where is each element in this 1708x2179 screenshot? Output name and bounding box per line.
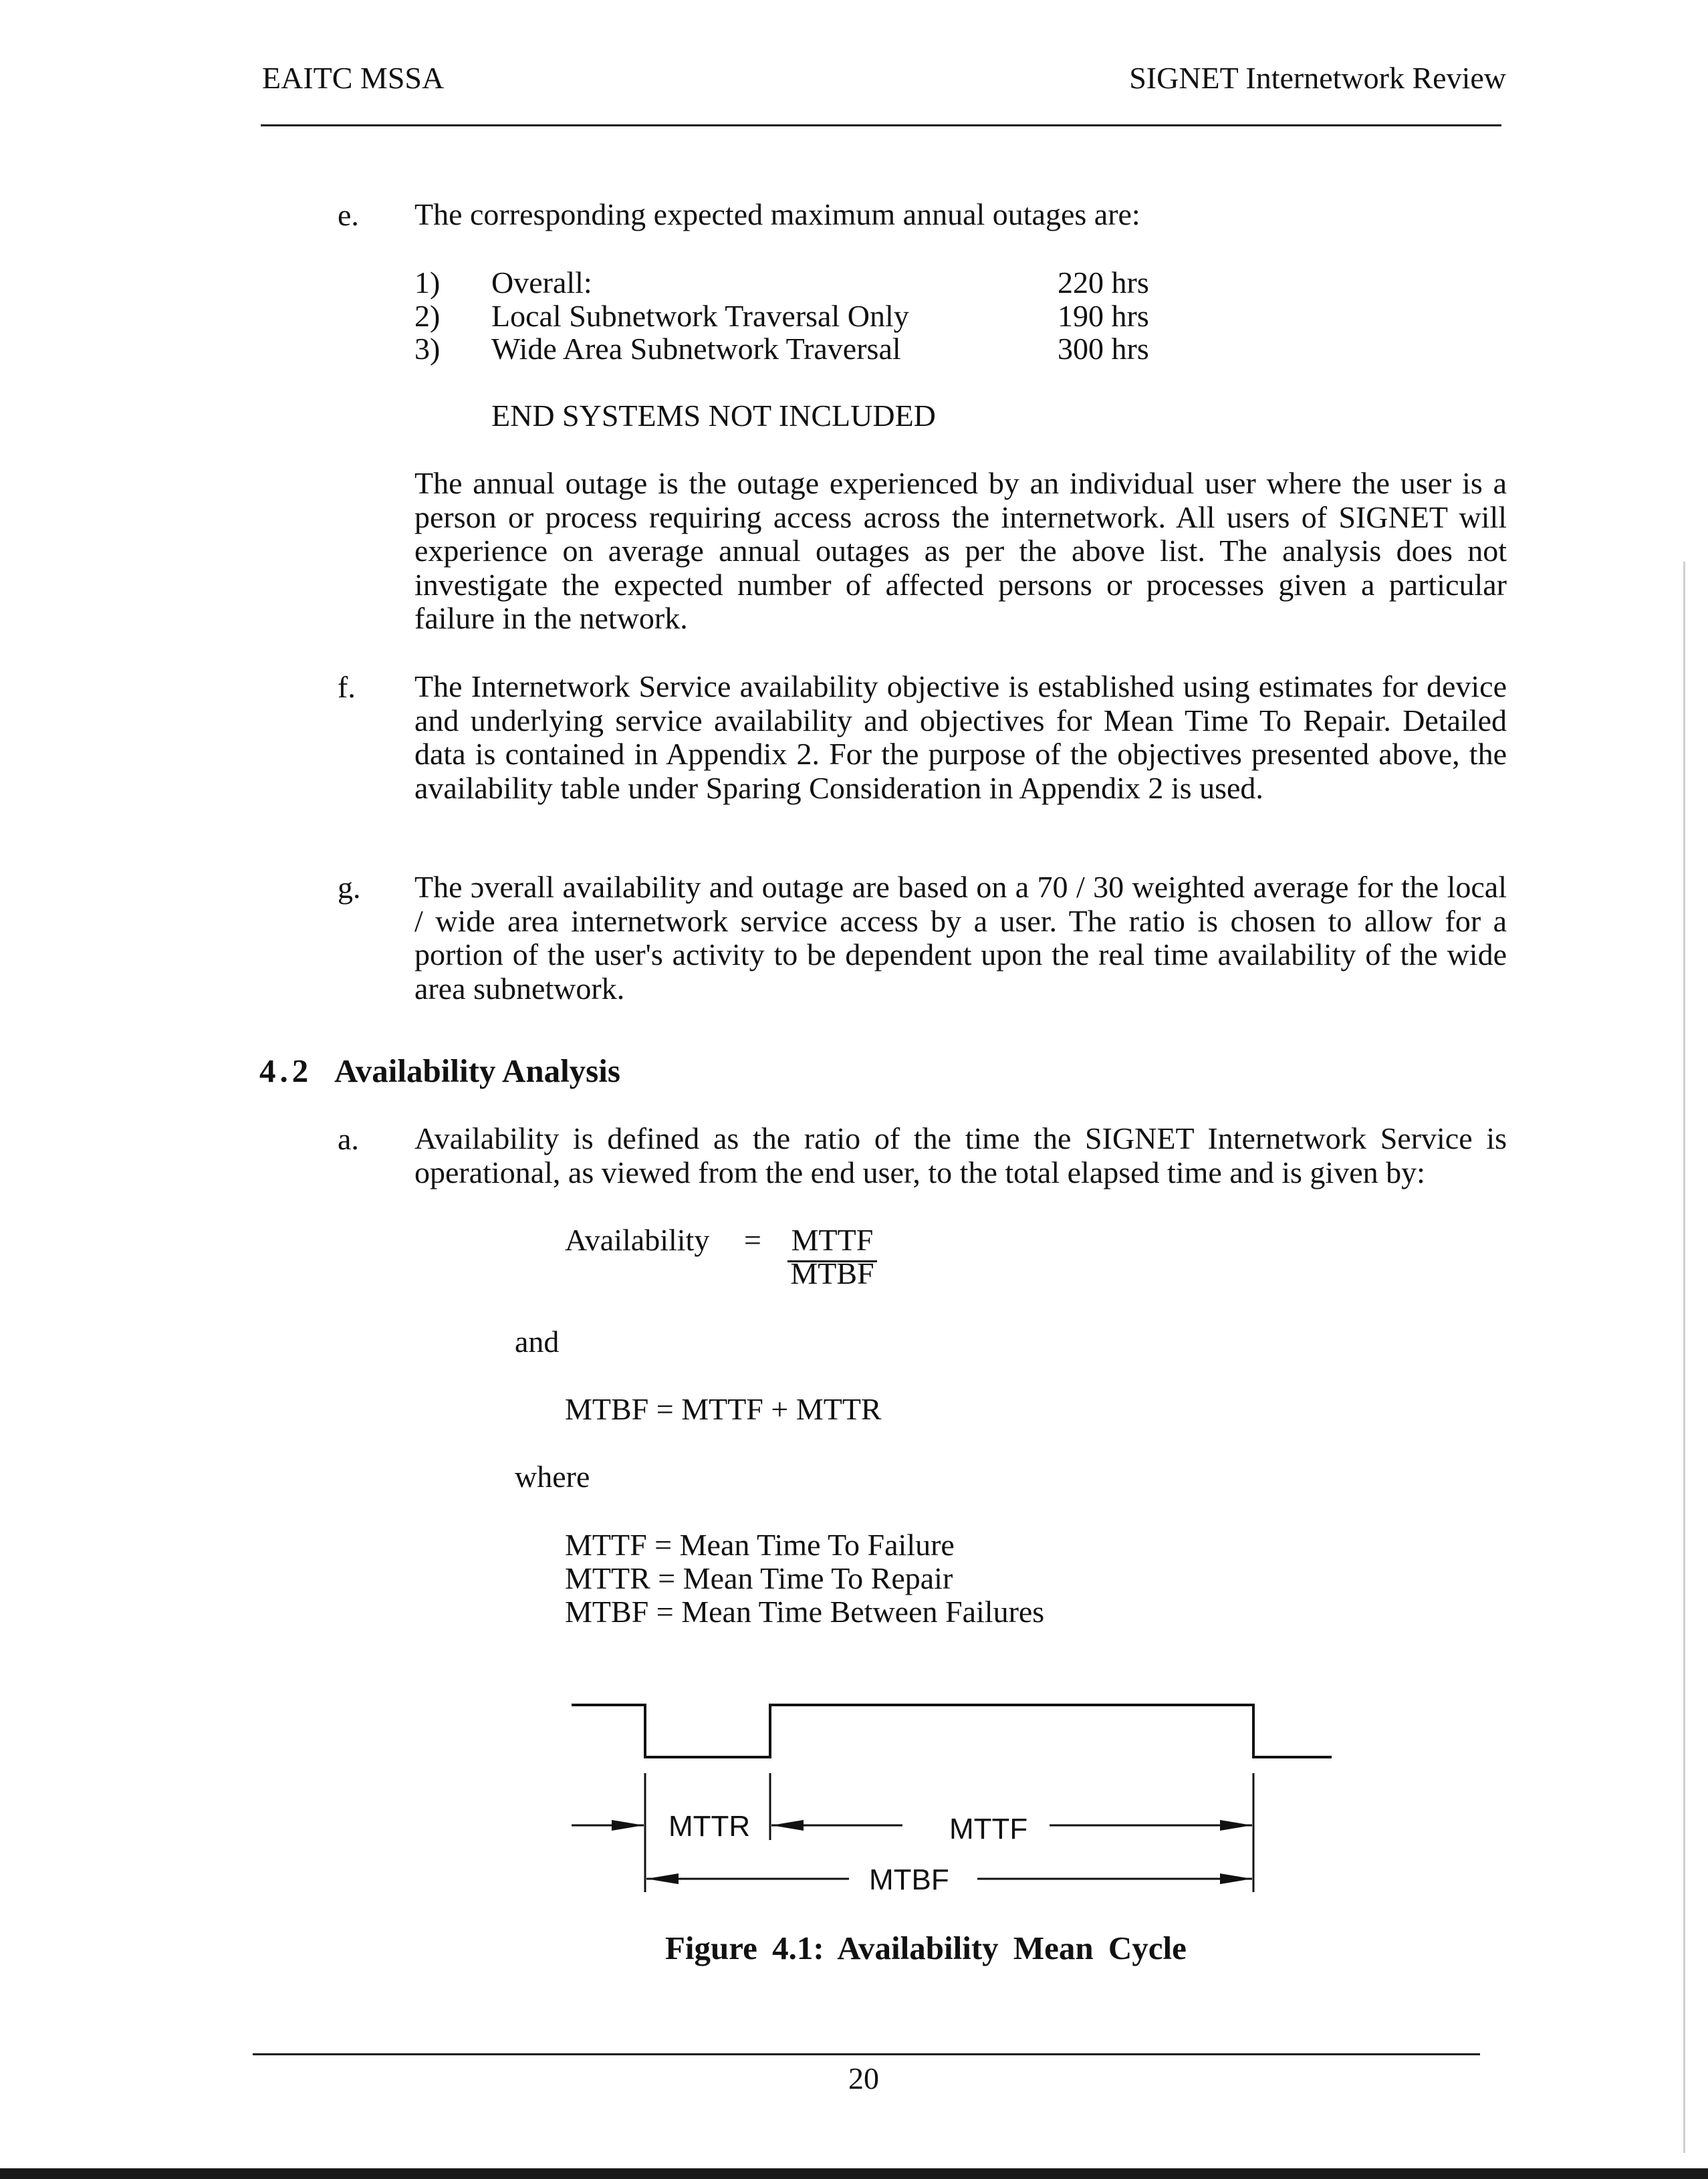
item-f-paragraph: The Internetwork Service availability objective is established using estimates for device and underlying service availability and objectives for Mean Time To Repair. Detailed data is contained in Appendix 2. For the purpose of the objectives presented above, the availability table under Sparing Consideration in Appendix 2 is used. xyxy=(414,669,1507,805)
item-g-letter: g. xyxy=(338,871,361,905)
and-text: and xyxy=(515,1325,560,1359)
item-f-letter: f. xyxy=(338,670,356,704)
item-e-letter: e. xyxy=(338,198,359,232)
definition-mttf: MTTF = Mean Time To Failure xyxy=(565,1528,955,1562)
mttf-arrowhead-right xyxy=(1220,1820,1252,1831)
scan-right-edge xyxy=(1683,562,1685,2153)
definition-mtbf: MTBF = Mean Time Between Failures xyxy=(565,1595,1045,1629)
outage-list-num-3: 3) xyxy=(414,332,441,366)
outage-list-label-2: Local Subnetwork Traversal Only xyxy=(491,299,909,333)
item-a-letter: a. xyxy=(338,1122,359,1156)
item-e-paragraph: The annual outage is the outage experienced by an individual user where the user is a person or process requiring access across the internetwork. All users of SIGNET will experience on average annual outages as per the above list. The analysis does not investigate the expected number of affected persons or processes given a particular failure in the network. xyxy=(414,466,1507,635)
mttr-label: MTTR xyxy=(668,1810,751,1843)
mtbf-arrowhead-right xyxy=(1220,1873,1252,1884)
mttr-arrowhead-left xyxy=(612,1820,644,1831)
outage-list-label-3: Wide Area Subnetwork Traversal xyxy=(491,332,901,366)
figure-caption: Figure 4.1: Availability Mean Cycle xyxy=(665,1930,1187,1966)
formula-lhs: Availability xyxy=(565,1223,710,1257)
mttf-label: MTTF xyxy=(949,1813,1028,1845)
footer-rule xyxy=(253,2053,1480,2055)
formula-numerator: MTTF xyxy=(791,1223,874,1257)
item-g-paragraph: The ɔverall availability and outage are based on a 70 / 30 weighted average for the local / wide area internetwork service access by a user. The ratio is chosen to allow for a portion of the user's activity to be dependent upon the real time availability of the wide area subnetwork. xyxy=(414,870,1507,1006)
formula-mtbf: MTBF = MTTF + MTTR xyxy=(565,1392,882,1426)
section-heading xyxy=(259,1051,620,1091)
definition-mttr: MTTR = Mean Time To Repair xyxy=(565,1561,953,1595)
outage-list-num-2: 2) xyxy=(414,299,441,333)
outage-list-num-1: 1) xyxy=(414,265,441,300)
formula-denominator: MTBF xyxy=(790,1256,874,1290)
where-text: where xyxy=(515,1460,590,1494)
header-right: SIGNET Internetwork Review xyxy=(1129,61,1506,95)
formula-equals: = xyxy=(744,1223,761,1257)
outage-list-value-3: 300 hrs xyxy=(1058,332,1149,366)
header-rule xyxy=(261,124,1501,126)
mtbf-label: MTBF xyxy=(869,1863,949,1896)
outage-list-label-1: Overall: xyxy=(491,265,592,300)
signal-waveform xyxy=(572,1705,1332,1757)
section-title: Availability Analysis xyxy=(334,1052,620,1089)
scan-bottom-edge xyxy=(0,2168,1708,2179)
mtbf-arrowhead-left xyxy=(646,1873,679,1884)
item-e-intro: The corresponding expected maximum annual outages are: xyxy=(414,197,1140,231)
outage-list-value-1: 220 hrs xyxy=(1058,265,1149,300)
header-left: EAITC MSSA xyxy=(262,61,445,95)
page-number: 20 xyxy=(848,2061,879,2095)
outage-list-value-2: 190 hrs xyxy=(1058,299,1149,333)
availability-cycle-diagram xyxy=(555,1685,1344,1906)
item-a-paragraph: Availability is defined as the ratio of the time the SIGNET Internetwork Service is operational, as viewed from the end user, to the total elapsed time and is given by: xyxy=(414,1121,1507,1189)
section-number: 4.2 xyxy=(259,1052,313,1089)
end-systems-note: END SYSTEMS NOT INCLUDED xyxy=(491,398,936,433)
